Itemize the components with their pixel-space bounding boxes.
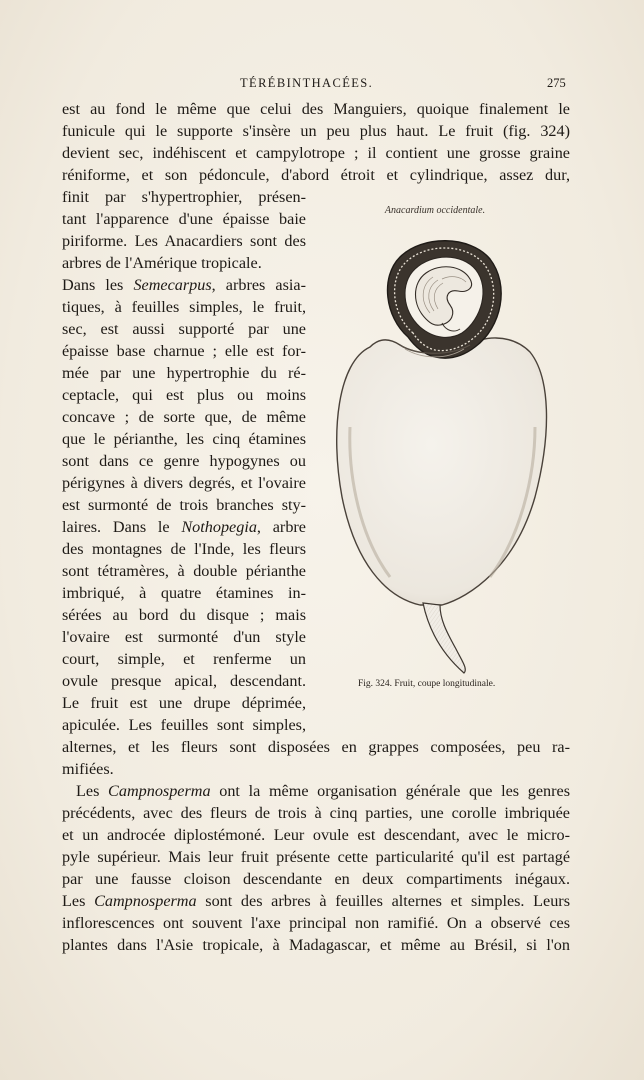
text-line: alternes, et les fleurs sont disposées en grappes composées, peu ra- (62, 738, 570, 756)
text-line: sont tétramères, à double périanthe (62, 562, 306, 580)
cashew-fruit-illustration (330, 227, 560, 675)
text-line: que le périanthe, les cinq étamines (62, 430, 306, 448)
page-number: 275 (547, 76, 566, 90)
receptacle-outline (337, 338, 547, 605)
genus-name: Nothopegia (181, 518, 257, 536)
text-line: devient sec, indéhiscent et campylotrope ; il contient une grosse graine (62, 144, 570, 162)
stalk (423, 603, 465, 673)
text-line: mifiées. (62, 760, 114, 778)
text-line: funicule qui le supporte s'insère un peu plus haut. Le fruit (fig. 324) (62, 122, 570, 140)
text-line: Dans les Semecarpus, arbres asia- (62, 276, 306, 294)
genus-name: Campnosperma (94, 892, 197, 910)
text-line: sérées au bord du disque ; mais (62, 606, 306, 624)
text-line: réniforme, et son pédoncule, d'abord étroit et cylindrique, assez dur, (62, 166, 570, 184)
text-line: imbriqué, à quatre étamines in- (62, 584, 306, 602)
text-line: inflorescences ont souvent l'axe principal non ramifié. On a observé ces (62, 914, 570, 932)
text-line: sont dans ce genre hypogynes ou (62, 452, 306, 470)
text-line: concave ; de sorte que, de même (62, 408, 306, 426)
text-line: tant l'apparence d'une épaisse baie (62, 210, 306, 228)
text-line: mée par une hypertrophie du ré- (62, 364, 306, 382)
text-line: plantes dans l'Asie tropicale, à Madagascar, et même au Brésil, si l'on (62, 936, 570, 954)
text-line: piriforme. Les Anacardiers sont des (62, 232, 306, 250)
text-line: précédents, avec des fleurs de trois à cinq parties, une corolle imbriquée (62, 804, 570, 822)
text-line: pyle supérieur. Mais leur fruit présente cette particularité qu'il est partagé (62, 848, 570, 866)
text-line: arbres de l'Amérique tropicale. (62, 254, 262, 272)
text-line: périgynes à divers degrés, et l'ovaire (62, 474, 306, 492)
text-line: est surmonté de trois branches sty- (62, 496, 306, 514)
text-line: finit par s'hypertrophier, présen- (62, 188, 306, 206)
text-line: court, simple, et renferme un (62, 650, 306, 668)
genus-name: Campnosperma (108, 782, 211, 800)
text-line: ceptacle, qui est plus ou moins (62, 386, 306, 404)
figure-title: Anacardium occidentale. (384, 205, 486, 216)
text-line: apiculée. Les feuilles sont simples, (62, 716, 306, 734)
text-line: et un androcée diplostémoné. Leur ovule est descendant, avec le micro- (62, 826, 570, 844)
text-line: l'ovaire est surmonté d'un style (62, 628, 306, 646)
page-header (0, 76, 644, 96)
running-title: TÉRÉBINTHACÉES. (240, 76, 374, 90)
text-line: ovule presque apical, descendant. (62, 672, 306, 690)
text-line: des montagnes de l'Inde, les fleurs (62, 540, 306, 558)
text-line: tiques, à feuilles simples, le fruit, (62, 298, 306, 316)
text-line: est au fond le même que celui des Manguiers, quoique finalement le (62, 100, 570, 118)
text-line: par une fausse cloison descendante en deux compartiments inégaux. (62, 870, 570, 888)
text-line: Les Campnosperma sont des arbres à feuilles alternes et simples. Leurs (62, 892, 571, 910)
genus-name: Semecarpus (133, 276, 212, 294)
text-line: Les Campnosperma ont la même organisation générale que les genres (76, 782, 570, 800)
text-line: épaisse base charnue ; elle est for- (62, 342, 306, 360)
text-line: sec, est aussi supporté par une (62, 320, 306, 338)
text-line: laires. Dans le Nothopegia, arbre (62, 518, 306, 536)
figure-caption: Fig. 324. Fruit, coupe longitudinale. (358, 679, 496, 689)
figure-324 (330, 205, 560, 695)
text-line: Le fruit est une drupe déprimée, (62, 694, 306, 712)
